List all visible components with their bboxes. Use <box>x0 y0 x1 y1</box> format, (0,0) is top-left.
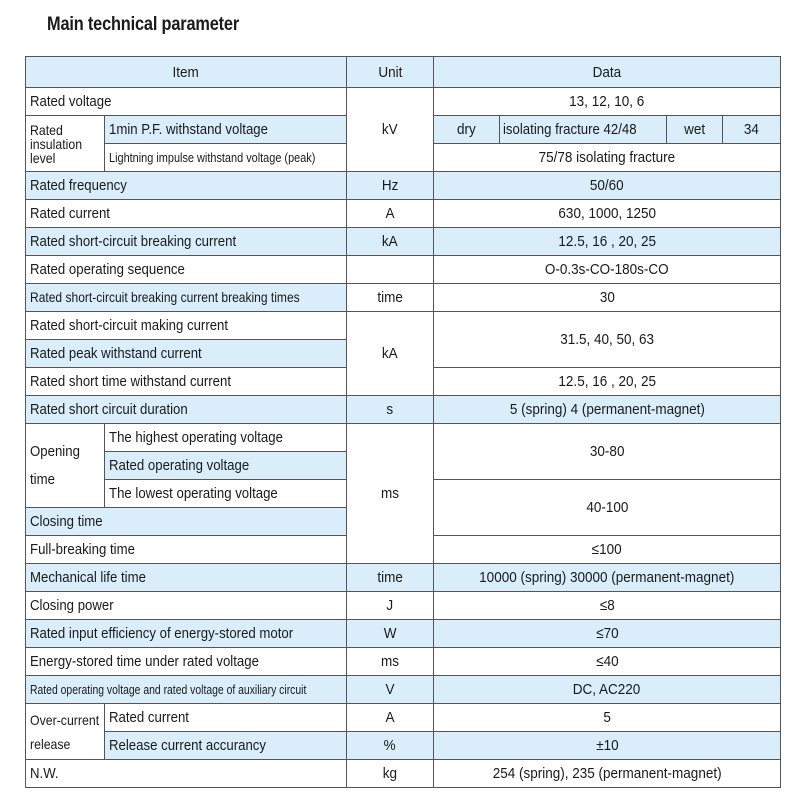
sc-times-data: 30 <box>434 284 781 312</box>
nw-item: N.W. <box>26 760 347 788</box>
overcurrent-acc-unit: % <box>347 732 434 760</box>
technical-parameter-table <box>25 56 781 788</box>
table-row <box>26 200 781 228</box>
short-time-data: 12.5, 16 , 20, 25 <box>434 368 781 396</box>
mech-life-data: 10000 (spring) 30000 (permanent-magnet) <box>434 564 781 592</box>
full-breaking-data: ≤100 <box>434 536 781 564</box>
rated-voltage-item: Rated voltage <box>26 88 347 116</box>
pf-withstand-item: 1min P.F. withstand voltage <box>105 116 347 144</box>
table-row <box>26 676 781 704</box>
header-item: Item <box>26 57 347 88</box>
closing-time-data: 40-100 <box>434 480 781 536</box>
sc-times-unit: time <box>347 284 434 312</box>
overcurrent-rated-item: Rated current <box>105 704 347 732</box>
table-row <box>26 256 781 284</box>
opening-time-group-label: Opening time <box>26 424 105 508</box>
table-row <box>26 172 781 200</box>
table-row <box>26 88 781 116</box>
motor-eff-unit: W <box>347 620 434 648</box>
header-unit: Unit <box>347 57 434 88</box>
table-header-row <box>26 57 781 88</box>
sc-breaking-unit: kA <box>347 228 434 256</box>
overcurrent-acc-data: ±10 <box>434 732 781 760</box>
table-row <box>26 760 781 788</box>
table-row <box>26 732 781 760</box>
insulation-group-label: Rated insulation level <box>26 116 105 172</box>
table-row <box>26 620 781 648</box>
lightning-impulse-item: Lightning impulse withstand voltage (peak) <box>105 144 347 172</box>
table-row <box>26 648 781 676</box>
mech-life-item: Mechanical life time <box>26 564 347 592</box>
motor-eff-item: Rated input efficiency of energy-stored motor <box>26 620 347 648</box>
energy-time-data: ≤40 <box>434 648 781 676</box>
sc-breaking-data: 12.5, 16 , 20, 25 <box>434 228 781 256</box>
table-row <box>26 424 781 452</box>
table-row <box>26 564 781 592</box>
lightning-impulse-data: 75/78 isolating fracture <box>434 144 781 172</box>
motor-eff-data: ≤70 <box>434 620 781 648</box>
table-row <box>26 592 781 620</box>
current-unit: A <box>347 200 434 228</box>
wet-value: 34 <box>723 116 781 144</box>
opening-rated-item: Rated operating voltage <box>105 452 347 480</box>
aux-unit: V <box>347 676 434 704</box>
nw-unit: kg <box>347 760 434 788</box>
peak-data: 31.5, 40, 50, 63 <box>434 312 781 368</box>
current-data: 630, 1000, 1250 <box>434 200 781 228</box>
energy-time-unit: ms <box>347 648 434 676</box>
overcurrent-acc-item: Release current accurancy <box>105 732 347 760</box>
sc-duration-item: Rated short circuit duration <box>26 396 347 424</box>
short-time-item: Rated short time withstand current <box>26 368 347 396</box>
energy-time-item: Energy-stored time under rated voltage <box>26 648 347 676</box>
closing-time-item: Closing time <box>26 508 347 536</box>
sc-making-item: Rated short-circuit making current <box>26 312 347 340</box>
wet-label: wet <box>667 116 723 144</box>
closing-power-item: Closing power <box>26 592 347 620</box>
rated-voltage-data: 13, 12, 10, 6 <box>434 88 781 116</box>
sequence-data: O-0.3s-CO-180s-CO <box>434 256 781 284</box>
nw-data: 254 (spring), 235 (permanent-magnet) <box>434 760 781 788</box>
peak-unit: kA <box>347 312 434 396</box>
full-breaking-item: Full-breaking time <box>26 536 347 564</box>
frequency-unit: Hz <box>347 172 434 200</box>
aux-data: DC, AC220 <box>434 676 781 704</box>
frequency-item: Rated frequency <box>26 172 347 200</box>
sc-breaking-item: Rated short-circuit breaking current <box>26 228 347 256</box>
page-title: Main technical parameter <box>47 14 240 35</box>
sc-times-item: Rated short-circuit breaking current breaking times <box>26 284 347 312</box>
sc-duration-unit: s <box>347 396 434 424</box>
sequence-item: Rated operating sequence <box>26 256 347 284</box>
table-row <box>26 228 781 256</box>
overcurrent-group-label: Over-current release <box>26 704 105 760</box>
aux-item: Rated operating voltage and rated voltage of auxiliary circuit <box>26 676 347 704</box>
overcurrent-rated-data: 5 <box>434 704 781 732</box>
opening-highest-item: The highest operating voltage <box>105 424 347 452</box>
dry-label: dry <box>434 116 500 144</box>
sc-duration-data: 5 (spring) 4 (permanent-magnet) <box>434 396 781 424</box>
closing-power-unit: J <box>347 592 434 620</box>
table-row <box>26 704 781 732</box>
closing-power-data: ≤8 <box>434 592 781 620</box>
opening-lowest-item: The lowest operating voltage <box>105 480 347 508</box>
peak-item: Rated peak withstand current <box>26 340 347 368</box>
opening-data: 30-80 <box>434 424 781 480</box>
overcurrent-rated-unit: A <box>347 704 434 732</box>
table-row <box>26 284 781 312</box>
dry-value: isolating fracture 42/48 <box>500 116 667 144</box>
opening-unit: ms <box>347 424 434 564</box>
insulation-unit: kV <box>347 88 434 172</box>
sequence-unit <box>347 256 434 284</box>
header-data: Data <box>434 57 781 88</box>
current-item: Rated current <box>26 200 347 228</box>
mech-life-unit: time <box>347 564 434 592</box>
frequency-data: 50/60 <box>434 172 781 200</box>
table-row <box>26 312 781 340</box>
table-row <box>26 396 781 424</box>
